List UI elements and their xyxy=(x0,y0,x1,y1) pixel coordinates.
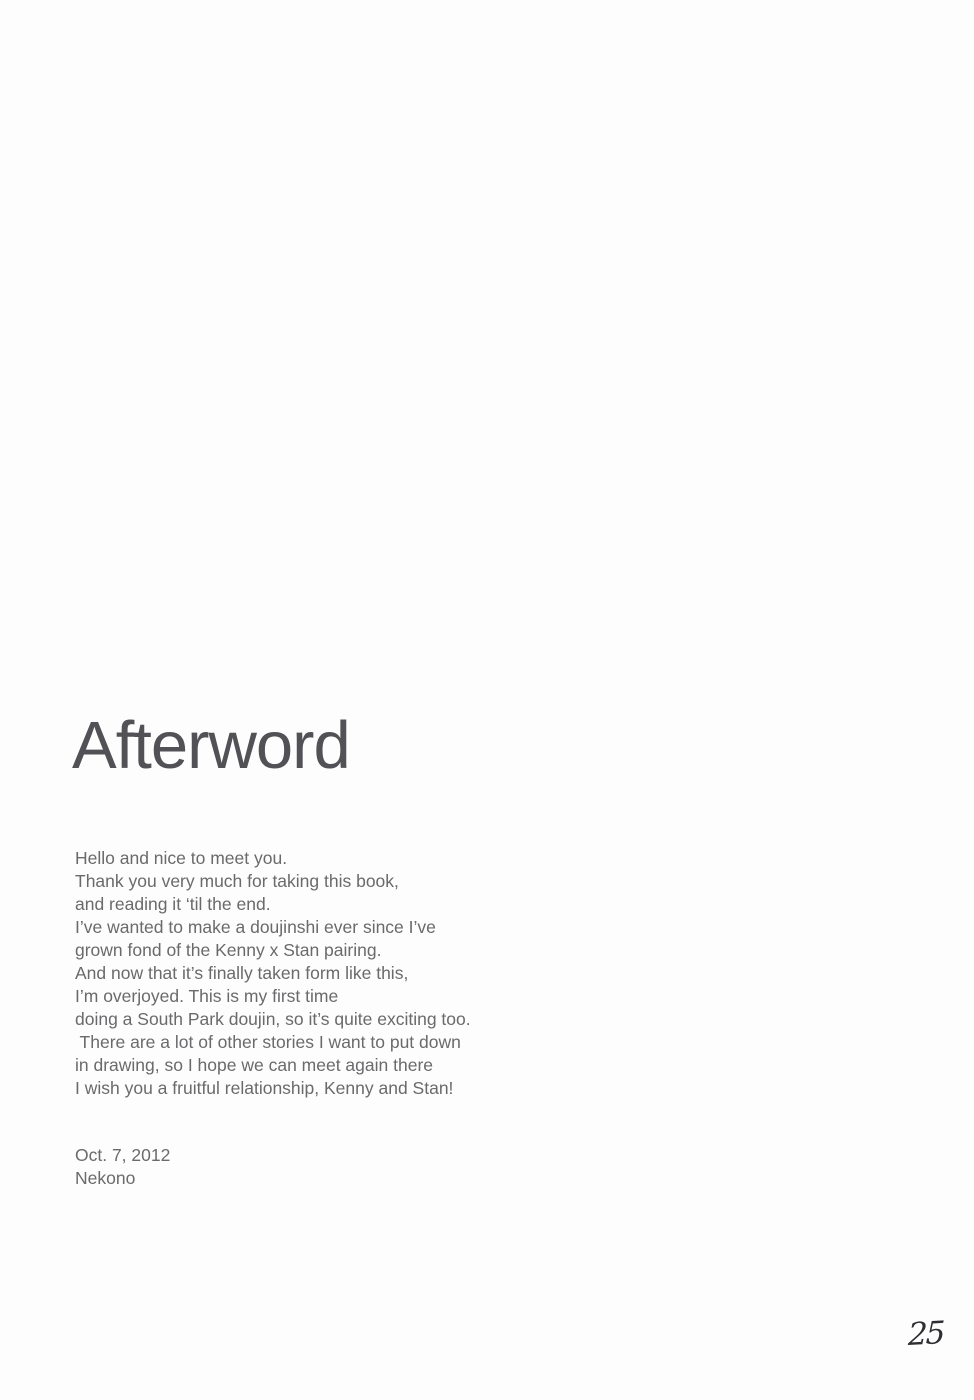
afterword-paragraph xyxy=(75,847,471,1100)
date-text: Oct. 7, 2012 xyxy=(75,1145,171,1165)
page-number: 25 xyxy=(907,1315,944,1353)
signature-block xyxy=(75,1144,170,1190)
page-title: Afterword xyxy=(72,708,350,783)
text-line: doing a South Park doujin, so it’s quite exciting too. xyxy=(75,1009,471,1029)
text-line: Thank you very much for taking this book, xyxy=(75,871,399,891)
text-line: grown fond of the Kenny x Stan pairing. xyxy=(75,940,382,960)
text-line: I wish you a fruitful relationship, Kenny and Stan! xyxy=(75,1078,454,1098)
text-line: There are a lot of other stories I want to put down xyxy=(75,1032,461,1052)
text-line: Hello and nice to meet you. xyxy=(75,848,288,868)
text-line: and reading it ‘til the end. xyxy=(75,894,271,914)
text-line: in drawing, so I hope we can meet again there xyxy=(75,1055,433,1075)
text-line: And now that it’s finally taken form like this, xyxy=(75,963,409,983)
text-line: I’m overjoyed. This is my first time xyxy=(75,986,339,1006)
author-name: Nekono xyxy=(75,1168,136,1188)
text-line: I’ve wanted to make a doujinshi ever since I’ve xyxy=(75,917,436,937)
